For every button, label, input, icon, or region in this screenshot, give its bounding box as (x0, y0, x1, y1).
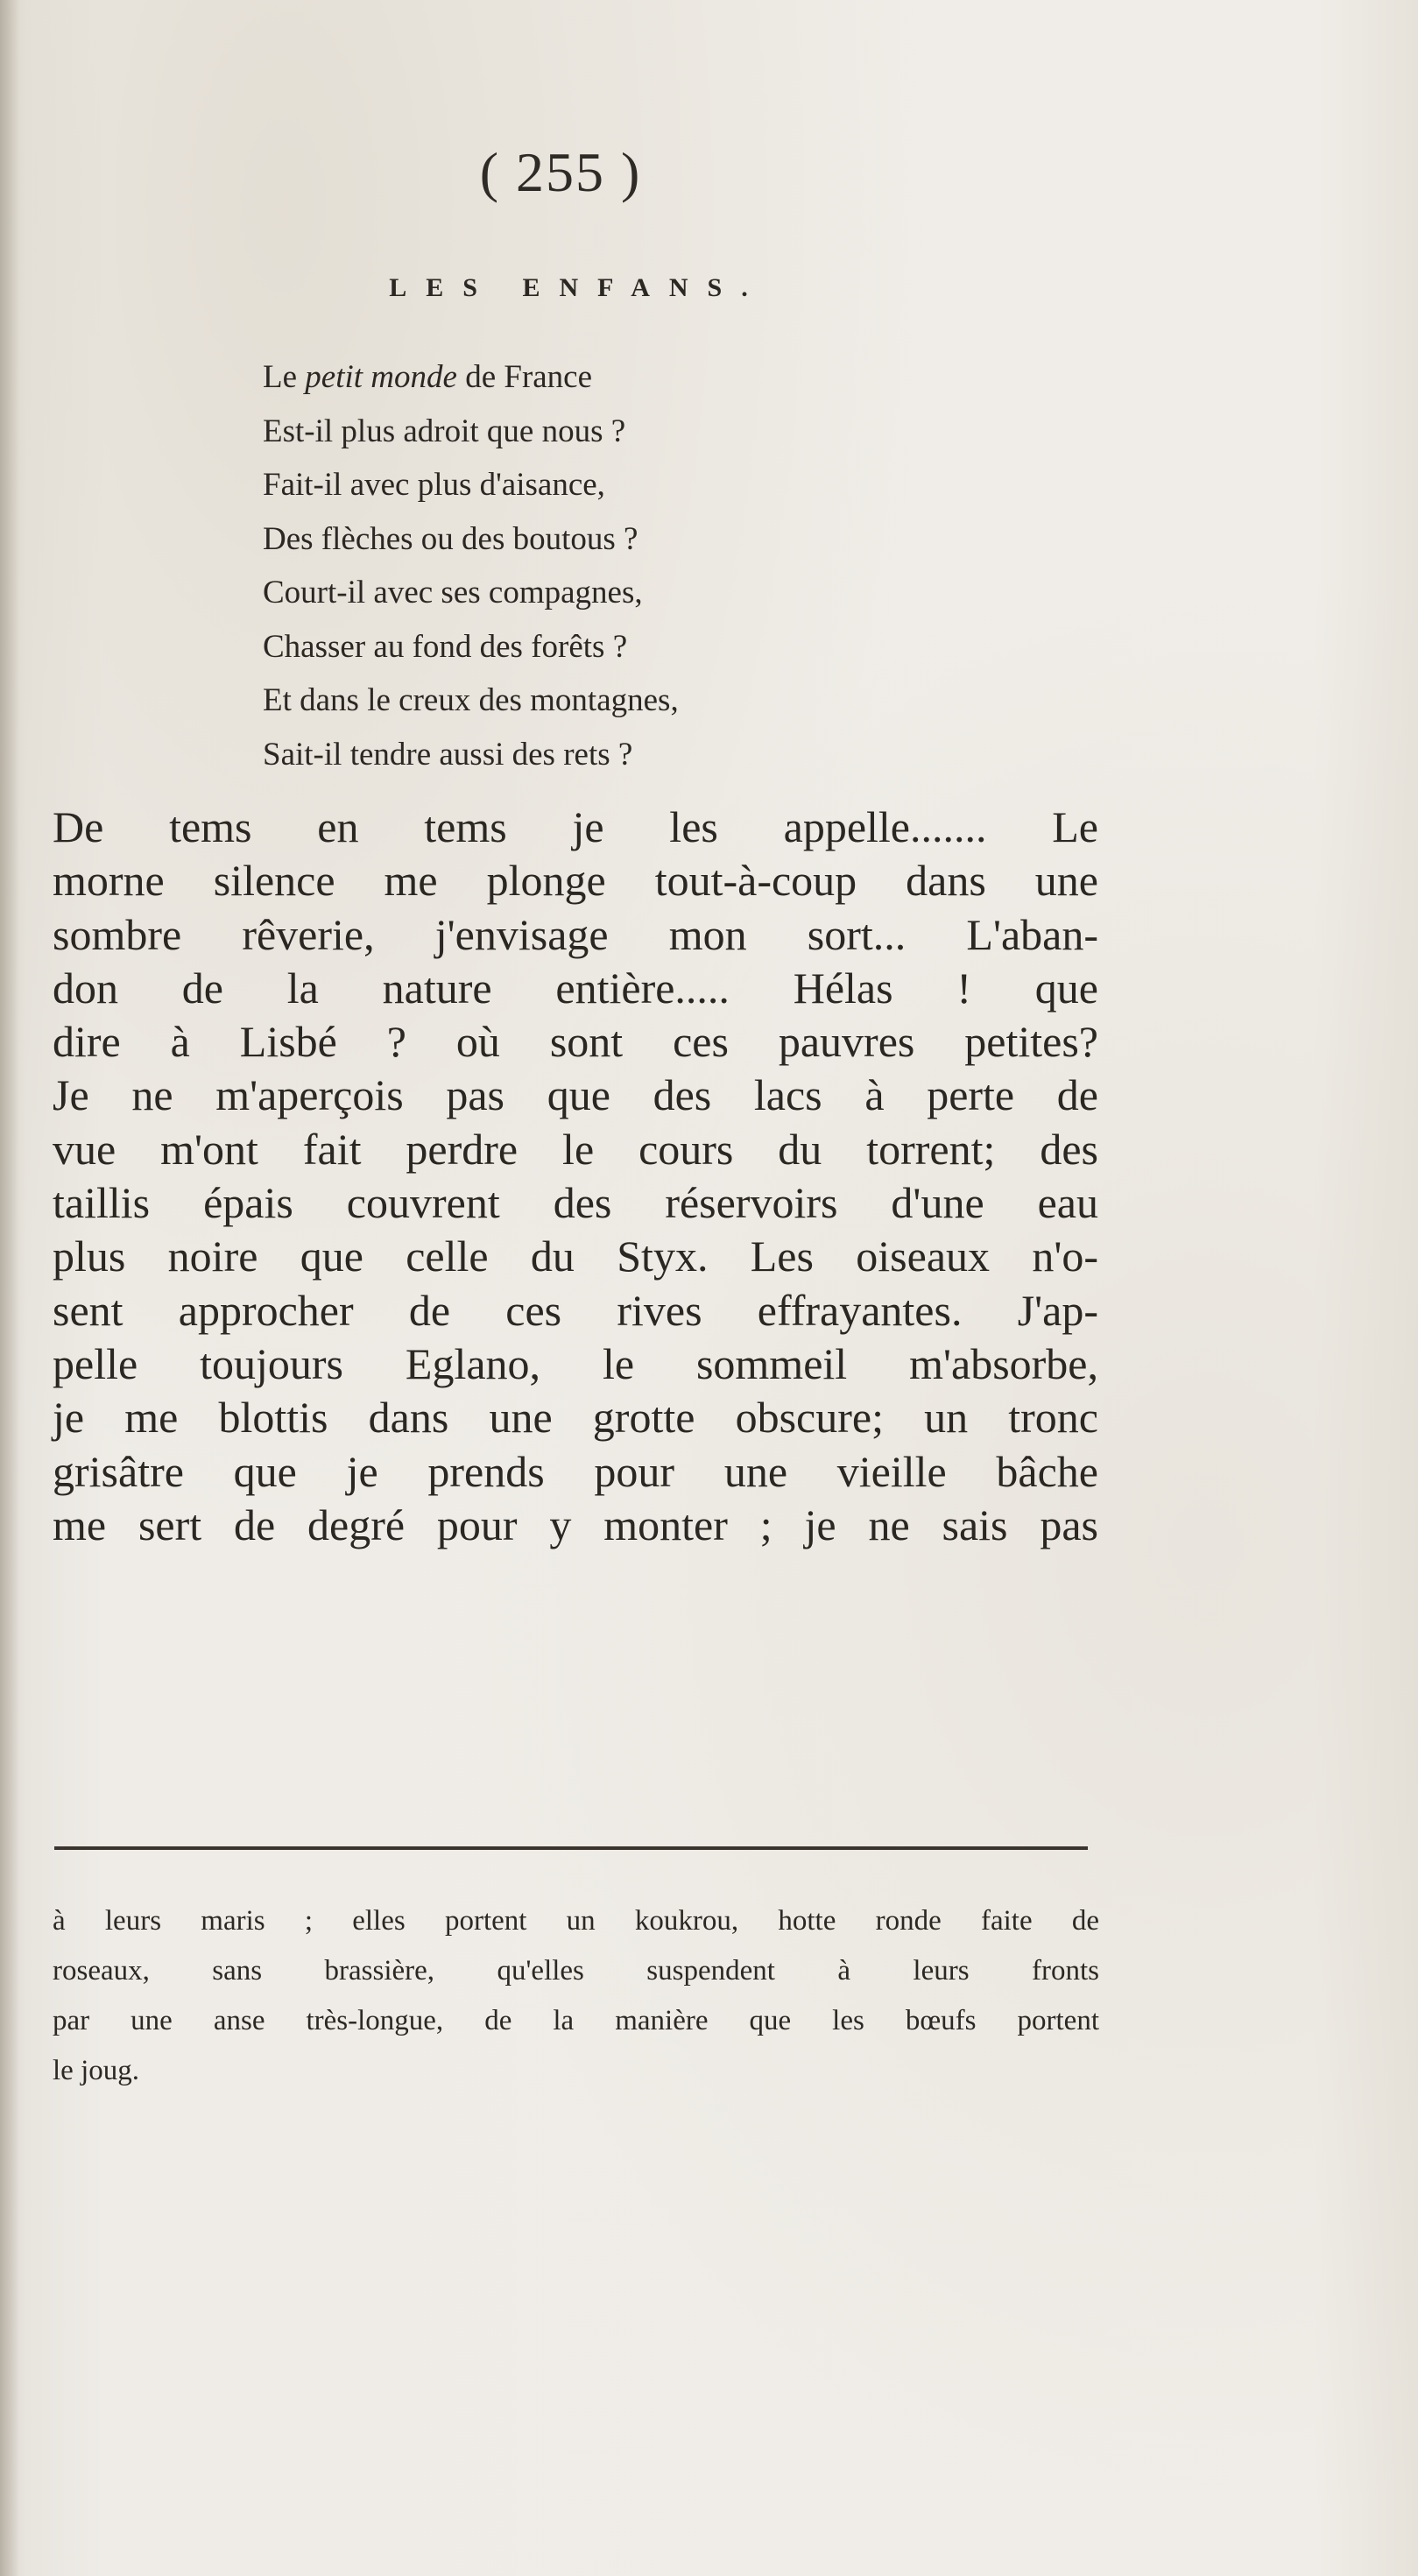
footnote-line: par une anse très-longue, de la manière que les bœufs portent (53, 2005, 1099, 2036)
poem-verse: Le petit monde de France (263, 359, 593, 395)
prose-line: dire à Lisbé ? où sont ces pauvres petites? (53, 1017, 1098, 1067)
prose-line: Je ne m'aperçois pas que des lacs à perte de (53, 1070, 1098, 1120)
prose-line: sombre rêverie, j'envisage mon sort... L'aban- (53, 909, 1098, 959)
prose-line: taillis épais couvrent des réservoirs d'une eau (53, 1178, 1098, 1228)
prose-line: pelle toujours Eglano, le sommeil m'absorbe, (53, 1338, 1098, 1388)
poem-verse: Chasser au fond des forêts ? (263, 628, 628, 665)
footnote-line: à leurs maris ; elles portent un koukrou, hotte ronde faite de (53, 1905, 1099, 1937)
poem-verse: Fait-il avec plus d'aisance, (263, 467, 605, 503)
footnote-line: roseaux, sans brassière, qu'elles suspendent à leurs fronts (53, 1955, 1099, 1987)
prose-line: je me blottis dans une grotte obscure; un tronc (53, 1393, 1098, 1443)
footnote (53, 1896, 1099, 2096)
poem-verse: Sait-il tendre aussi des rets ? (263, 736, 633, 773)
prose-line: don de la nature entière..... Hélas ! que (53, 963, 1098, 1013)
page-number: ( 255 ) (479, 141, 642, 203)
prose-paragraph (53, 801, 1098, 1552)
poem-verse: Et dans le creux des montagnes, (263, 682, 679, 718)
poem-verse: Des flèches ou des boutous ? (263, 520, 638, 557)
spine-shadow (0, 0, 19, 2576)
prose-line: sent approcher de ces rives effrayantes. J'ap- (53, 1285, 1098, 1335)
poem-verse: Court-il avec ses compagnes, (263, 575, 643, 610)
prose-line: De tems en tems je les appelle....... Le (53, 802, 1098, 851)
chapter-title: LES ENFANS. (389, 273, 767, 302)
prose-line: me sert de degré pour y monter ; je ne sais pas (53, 1500, 1098, 1549)
prose-line: vue m'ont fait perdre le cours du torrent; des (53, 1124, 1098, 1174)
prose-line: morne silence me plonge tout-à-coup dans une (53, 856, 1098, 906)
poem (263, 350, 963, 781)
prose-line: grisâtre que je prends pour une vieille bâche (53, 1446, 1098, 1496)
footnote-rule (54, 1846, 1088, 1850)
poem-verse: Est-il plus adroit que nous ? (263, 413, 626, 449)
prose-line: plus noire que celle du Styx. Les oiseaux n'o- (53, 1232, 1098, 1281)
footnote-line: le joug. (53, 2055, 139, 2086)
italic-phrase: petit monde (305, 359, 457, 395)
